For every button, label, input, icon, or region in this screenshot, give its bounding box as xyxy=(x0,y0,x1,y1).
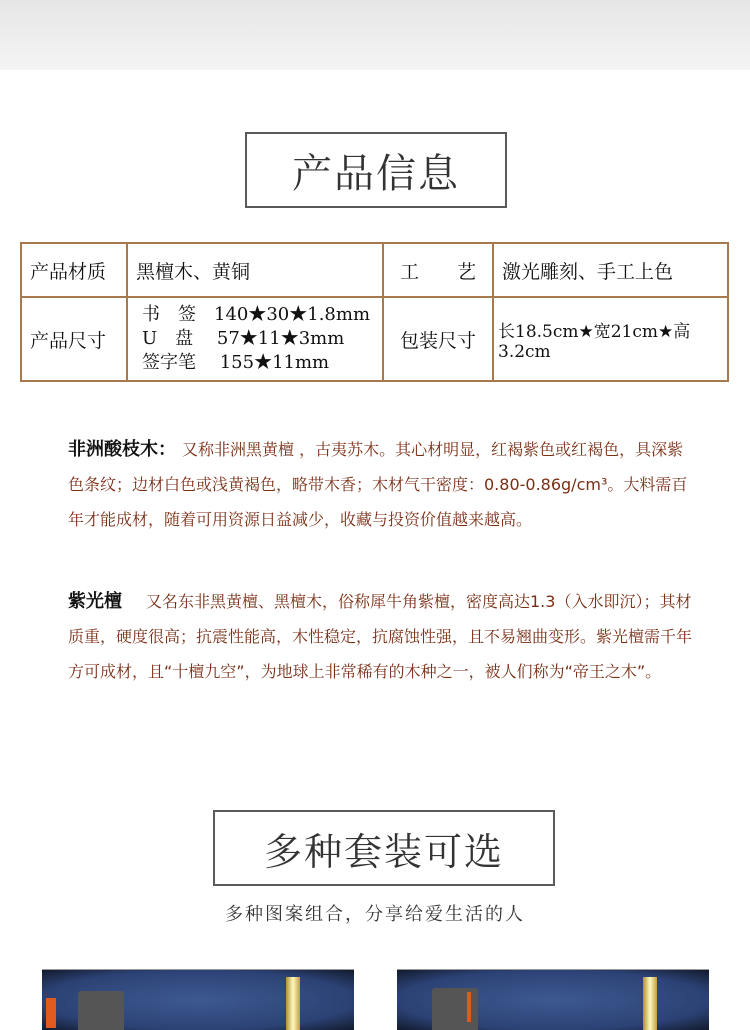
product-image-set-1 xyxy=(42,969,354,1030)
wood-name: 紫光檀 xyxy=(68,591,122,612)
section-title-product-info: 产品信息 xyxy=(245,132,507,208)
wood-text: 又称非洲黑黄檀 ，古夷苏木。其心材明显，红褐紫色或红褐色，具深紫色条纹；边材白色或浅黄褐色，略带木香；木材气干密度：0.80-0.86g/cm³。大料需百年才能成材，随着可用资源日益减少，收藏与投资价值越来越高。 xyxy=(68,440,688,529)
tassel xyxy=(46,998,56,1028)
size-bookmark: 书 签 140★30★1.8mm xyxy=(142,304,371,325)
wood-name: 非洲酸枝木： xyxy=(68,439,176,460)
craft-label: 工 艺 xyxy=(383,243,493,297)
section-title-sets: 多种套装可选 xyxy=(213,810,555,886)
top-banner-edge xyxy=(0,0,750,70)
size-pen: 签字笔 155★11mm xyxy=(142,352,330,373)
wood-text: 又名东非黑黄檀、黑檀木，俗称犀牛角紫檀，密度高达1.3（入水即沉）；其材质重，硬度很高；抗震性能高，木性稳定，抗腐蚀性强，且不易翘曲变形。紫光檀需千年方可成材，且“十檀九空”，为地球上非常稀有的木种之一，被人们称为“帝王之木”。 xyxy=(68,592,693,681)
craft-value: 激光雕刻、手工上色 xyxy=(493,243,728,297)
pen xyxy=(286,977,300,1030)
pen xyxy=(643,977,657,1030)
package-label: 包装尺寸 xyxy=(383,297,493,381)
table-row xyxy=(21,297,728,381)
product-info-table xyxy=(20,242,729,382)
size-values xyxy=(127,297,383,381)
product-image-set-2 xyxy=(397,969,709,1030)
table-row xyxy=(21,243,728,297)
package-value: 长18.5cm★宽21cm★高3.2cm xyxy=(493,297,728,381)
wood-description-1 xyxy=(68,432,693,537)
bookmark xyxy=(78,991,124,1030)
size-label: 产品尺寸 xyxy=(21,297,127,381)
material-value: 黑檀木、黄铜 xyxy=(127,243,383,297)
size-usb: U 盘 57★11★3mm xyxy=(142,328,345,349)
wood-description-2 xyxy=(68,584,693,689)
section-subtitle: 多种图案组合，分享给爱生活的人 xyxy=(225,904,525,925)
bookmark xyxy=(432,988,478,1030)
material-label: 产品材质 xyxy=(21,243,127,297)
tassel xyxy=(467,992,471,1022)
